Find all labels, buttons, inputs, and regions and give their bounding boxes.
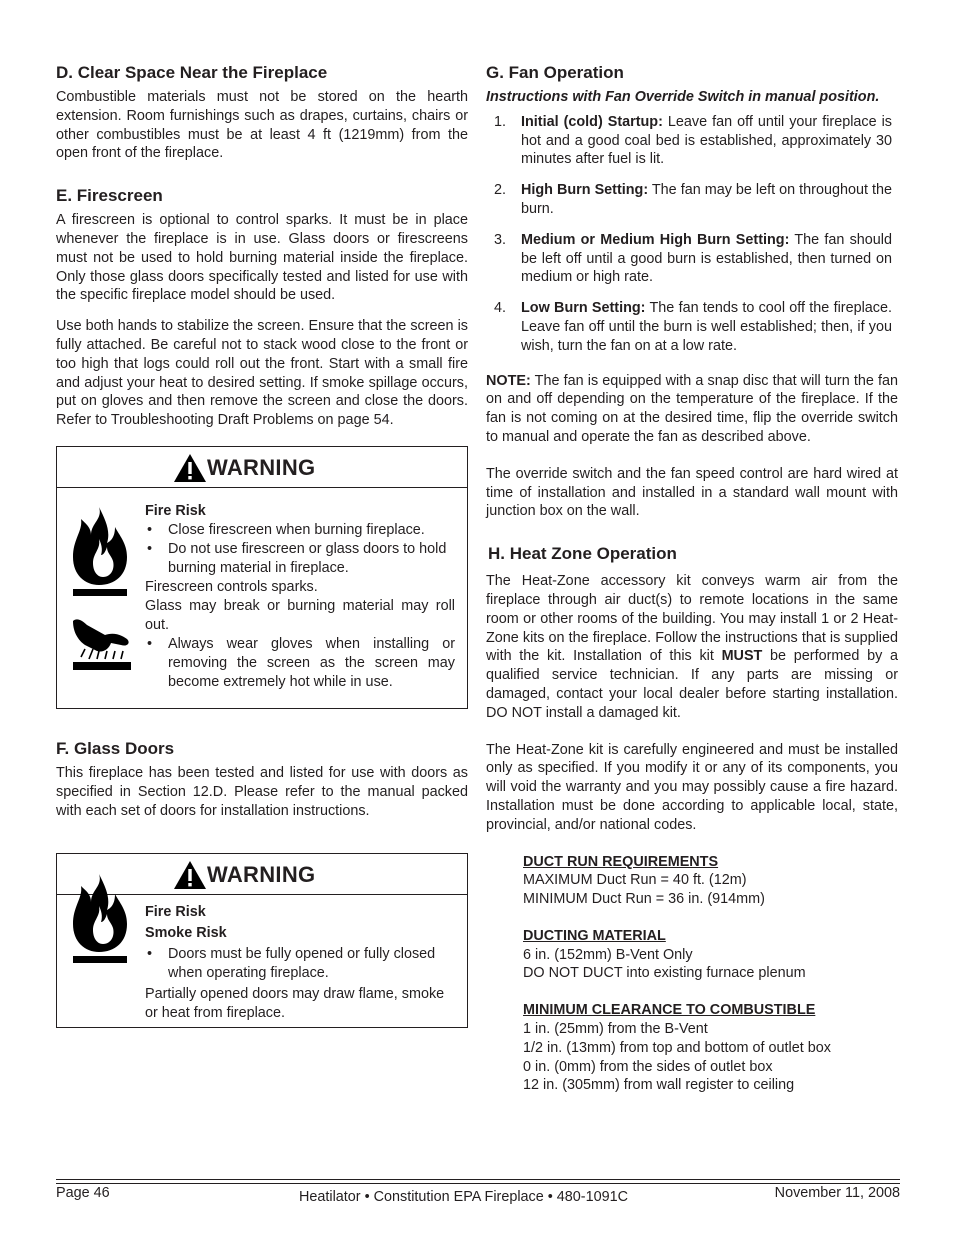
document-date: November 11, 2008 <box>774 1185 900 1201</box>
requirement-line: 0 in. (0mm) from the sides of outlet box <box>523 1058 773 1075</box>
section-g-heading: G. Fan Operation <box>486 63 624 82</box>
list-item: 2. High Burn Setting: The fan may be left on throughout the burn. <box>494 182 892 217</box>
footer-rule <box>56 1179 900 1180</box>
list-item: 4. Low Burn Setting: The fan tends to cool off the fireplace. Leave fan off until the burn is well established; then, if you wish, turn the fan on at a low rate. <box>494 300 892 354</box>
warning-line: Glass may break or burning material may roll out. <box>145 597 455 633</box>
fire-risk-label: Fire Risk <box>145 502 206 519</box>
minimum-clearance <box>523 1001 898 1095</box>
warning-line: Partially opened doors may draw flame, smoke or heat from fireplace. <box>145 986 445 1022</box>
fan-settings-list <box>486 113 898 356</box>
section-h-heading: H. Heat Zone Operation <box>488 544 677 564</box>
minimum-clearance-title: MINIMUM CLEARANCE TO COMBUSTIBLE <box>523 1002 816 1019</box>
warning-body <box>57 488 467 702</box>
requirement-line: 1/2 in. (13mm) from top and bottom of outlet box <box>523 1039 831 1056</box>
section-f-heading: F. Glass Doors <box>56 738 175 758</box>
section-e-heading: E. Firescreen <box>56 186 163 206</box>
requirement-line: MAXIMUM Duct Run = 40 ft. (12m) <box>523 872 747 889</box>
duct-run-title: DUCT RUN REQUIREMENTS <box>523 853 719 870</box>
smoke-risk-label: Smoke Risk <box>145 925 227 942</box>
requirement-line: MINIMUM Duct Run = 36 in. (914mm) <box>523 891 765 908</box>
ducting-material <box>523 927 898 983</box>
warning-line: Firescreen controls sparks. <box>145 578 318 595</box>
list-item: 1. Initial (cold) Startup: Leave fan off until your fireplace is hot and a good coal bed is established, approximately 30 minutes after fuel is lit. <box>494 113 893 168</box>
section-f-text: This fireplace has been tested and listed for use with doors as specified in Section 12.D. Please refer to the manual packed with each set of doors for installation instructions. <box>56 764 468 819</box>
section-e-text-2: Use both hands to stabilize the screen. Ensure that the screen is fully attached. Be careful not to stack wood close to the front or too high that logs could roll out the front. Start with a small fire and adjust your heat to desired setting. If smoke spillage occurs, put on gloves and then remove the screen and close the doors. Refer to Troubleshooting Draft Problems on page 54. <box>56 318 468 429</box>
list-item: 3. Medium or Medium High Burn Setting: The fan should be left off until a good burn is established, then turned on medium or high rate. <box>494 231 892 286</box>
warning-header <box>57 447 467 488</box>
warning-triangle-icon <box>173 453 207 483</box>
document-title: Heatilator • Constitution EPA Fireplace • 480-1091C <box>299 1189 628 1205</box>
section-d-heading: D. Clear Space Near the Fireplace <box>56 63 328 82</box>
fan-wiring-text: The override switch and the fan speed control are hard wired at time of installation and installed in a standard wall mount with junction box on the wall. <box>486 465 898 520</box>
warning-triangle-icon <box>173 860 207 890</box>
warning-bullet: • Always wear gloves when installing or removing the screen as the screen may become extremely hot while in use. <box>145 635 455 692</box>
page-number: Page 46 <box>56 1185 110 1201</box>
duct-run-requirements <box>523 853 898 909</box>
warning-box-glass-doors <box>56 853 468 1028</box>
right-column <box>486 62 898 1095</box>
warning-box-firescreen <box>56 446 468 709</box>
requirement-line: 12 in. (305mm) from wall register to ceiling <box>523 1077 795 1094</box>
requirement-line: 6 in. (152mm) B-Vent Only <box>523 946 693 963</box>
fire-risk-label: Fire Risk <box>145 904 206 921</box>
warning-body <box>57 895 467 1033</box>
left-column <box>56 62 468 1028</box>
section-d-text: Combustible materials must not be stored on the hearth extension. Room furnishings such as drapes, curtains, chairs or other combustibles must be at least 4 ft (1219mm) from the open front of the fireplace. <box>56 89 468 162</box>
requirement-line: DO NOT DUCT into existing furnace plenum <box>523 965 806 982</box>
warning-title: WARNING <box>207 862 316 888</box>
heat-zone-text-2: The Heat-Zone kit is carefully engineered and must be installed only as specified. If you modify it or any of its components, you will void the warranty and you may possibly cause a fire hazard. Installation must be done according to applicable local, state, provincial, and/or national codes. <box>486 741 898 833</box>
page-footer <box>56 1179 900 1205</box>
warning-bullet: • Doors must be fully opened or fully closed when operating fireplace. <box>145 945 455 983</box>
fan-override-subheading: Instructions with Fan Override Switch in manual position. <box>486 89 880 105</box>
warning-title: WARNING <box>207 454 316 480</box>
ducting-material-title: DUCTING MATERIAL <box>523 927 666 944</box>
fan-note: NOTE: The fan is equipped with a snap disc that will turn the fan on and off depending on the temperature of the fireplace. If the fan is not coming on at the desired time, flip the override switch to manual and operate the fan as described above. <box>486 372 898 445</box>
heat-zone-text-1: The Heat-Zone accessory kit conveys warm air from the fireplace through air duct(s) to remote locations in the same room or other rooms of the building. You may install 1 or 2 Heat-Zone kits on the fireplace. Follow the instructions that is supplied with the kit. Installation of this kit MUST be performed by a qualified service technician. If any parts are missing or damaged, contact your local dealer before starting installation. DO NOT install a damaged kit. <box>486 573 898 721</box>
warning-bullet: • Do not use firescreen or glass doors to hold burning material in fireplace. <box>145 540 455 578</box>
section-e-text-1: A firescreen is optional to control sparks. It must be in place whenever the fireplace is in use. Glass doors or firescreens must not be used to hold burning material inside the fireplace. Only those glass doors specifically tested and listed for use with the specific fireplace model should be used. <box>56 212 468 304</box>
footer-rule <box>56 1183 900 1184</box>
warning-bullet: • Close firescreen when burning fireplace. <box>145 521 455 540</box>
requirement-line: 1 in. (25mm) from the B-Vent <box>523 1021 708 1038</box>
